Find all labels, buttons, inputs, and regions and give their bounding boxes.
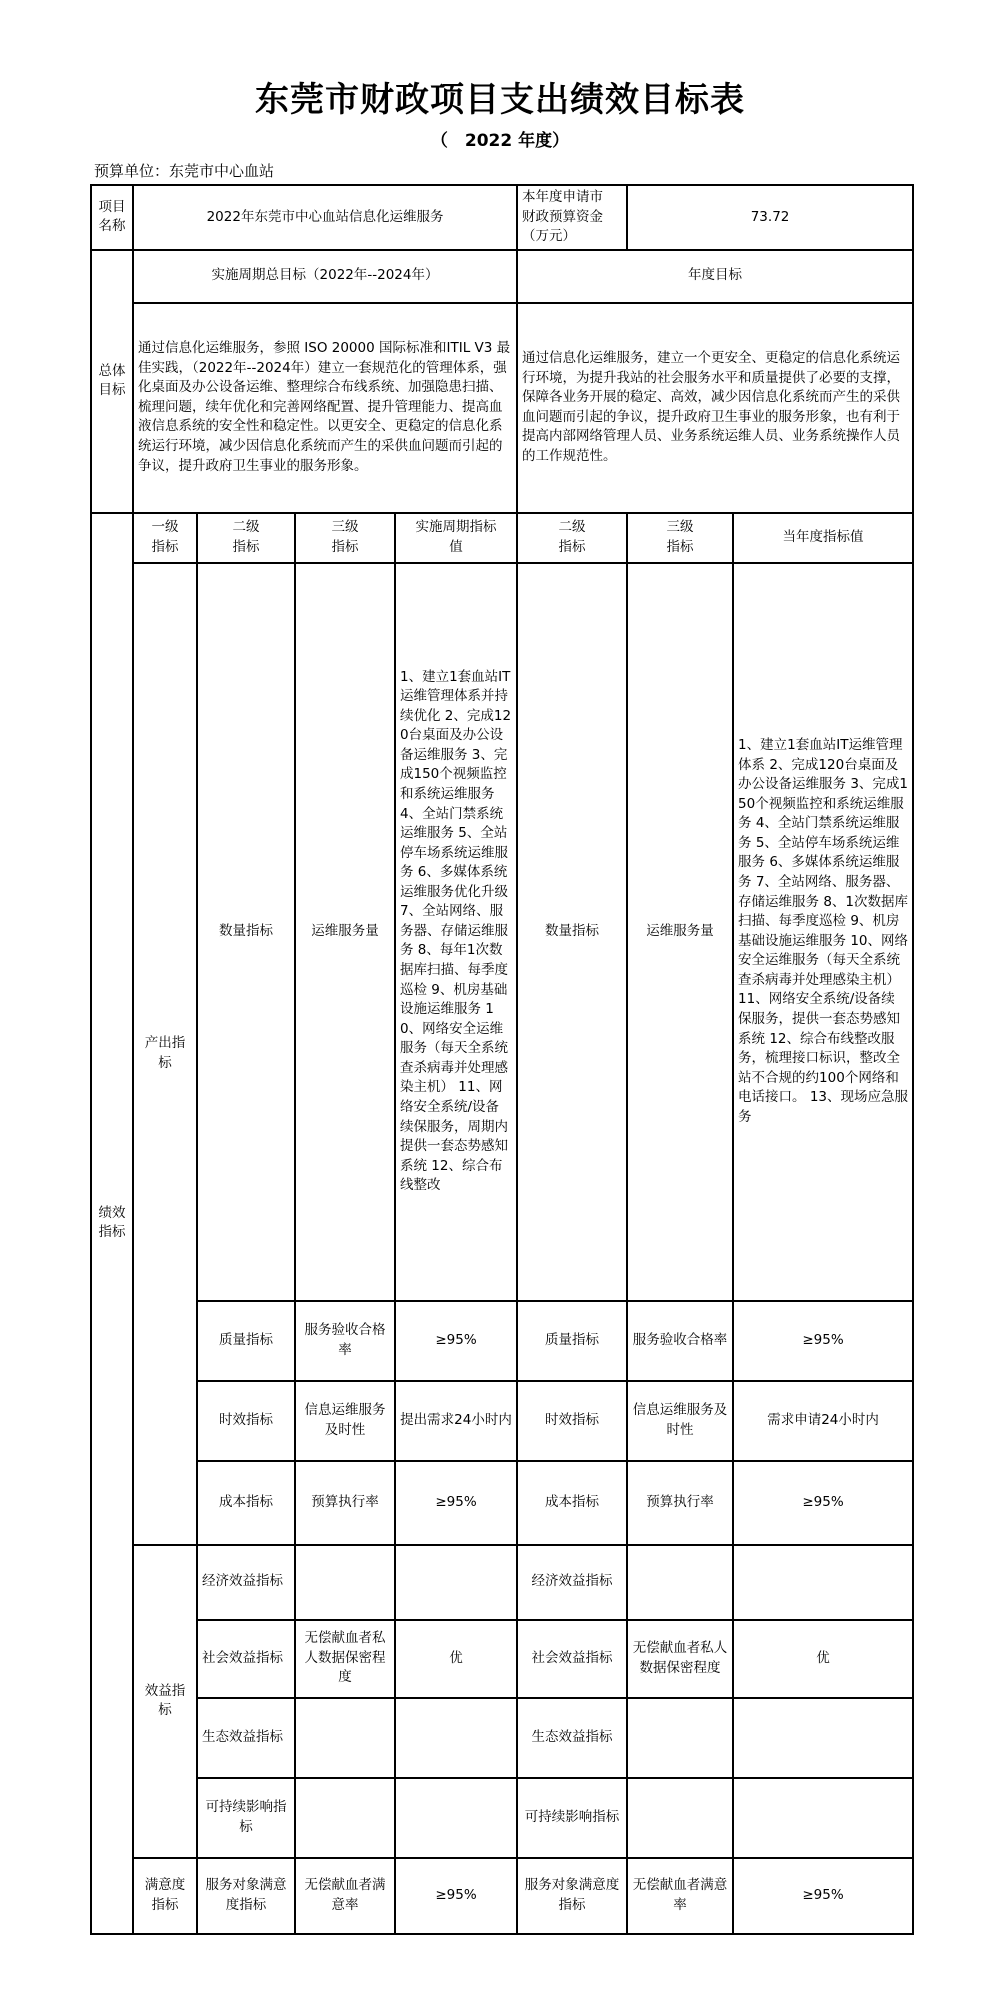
sustainable-l3 (295, 1778, 395, 1858)
table-row-ecological (91, 1698, 913, 1778)
economic-period-value (395, 1545, 517, 1620)
ecological-l2: 生态效益指标 (197, 1698, 295, 1778)
quality-year-value: ≥95% (733, 1301, 913, 1381)
benefit-indicator-label: 效益指 标 (133, 1545, 197, 1858)
timeliness-period-value: 提出需求24小时内 (395, 1381, 517, 1461)
quality-l3: 服务验收合格率 (295, 1301, 395, 1381)
satisfaction-l2: 服务对象满意度指标 (197, 1858, 295, 1934)
table-row-economic (91, 1545, 913, 1620)
table-row-sustainable (91, 1778, 913, 1858)
quality-l2b: 质量指标 (517, 1301, 627, 1381)
header-level3: 三级 指标 (295, 513, 395, 563)
satisfaction-year-value: ≥95% (733, 1858, 913, 1934)
output-indicator-label: 产出指 标 (133, 563, 197, 1545)
performance-target-table (90, 184, 914, 1935)
table-row-social (91, 1620, 913, 1698)
quantity-l2b: 数量指标 (517, 563, 627, 1301)
project-row (91, 185, 913, 250)
quantity-period-value: 1、建立1套血站IT运维管理体系并持续优化 2、完成120台桌面及办公设备运维服务 3、完成150个视频监控和系统运维服务 4、全站门禁系统运维服务 5、全站停车场系统运维服务 6、多媒体系统运维服务优化升级 7、全站网络、服务器、存储运维服务 8、每年1次数据库扫描、每季度巡检 9、机房基础设施运维服务 10、网络安全运维服务（每天全系统查杀病毒并处理感染主机） 11、网络安全系统/设备续保服务，周期内提供一套态势感知系统 12、综合布线整改 (395, 563, 517, 1301)
satisfaction-period-value: ≥95% (395, 1858, 517, 1934)
year-goal-header: 年度目标 (517, 250, 913, 303)
header-period-value: 实施周期指标 值 (395, 513, 517, 563)
economic-year-value (733, 1545, 913, 1620)
quality-l3b: 服务验收合格率 (627, 1301, 733, 1381)
quantity-l2: 数量指标 (197, 563, 295, 1301)
ecological-l3 (295, 1698, 395, 1778)
budget-unit: 预算单位：东莞市中心血站 (94, 162, 275, 180)
quantity-year-value: 1、建立1套血站IT运维管理体系 2、完成120台桌面及办公设备运维服务 3、完成150个视频监控和系统运维服务 4、全站门禁系统运维服务 5、全站停车场系统运维服务 6、多媒体系统运维服务 7、全站网络、服务器、存储运维服务 8、1次数据库扫描、每季度巡检 9、机房基础设施运维服务 10、网络安全运维服务（每天全系统查杀病毒并处理感染主机） 11、网络安全系统/设备续保服务，提供一套态势感知系统 12、综合布线整改服务，梳理接口标识，整改全站不合规的约100个网络和电话接口。 13、现场应急服务 (733, 563, 913, 1301)
ecological-l3b (627, 1698, 733, 1778)
header-level1: 一级 指标 (133, 513, 197, 563)
period-goal-header: 实施周期总目标（2022年--2024年） (133, 250, 517, 303)
cost-period-value: ≥95% (395, 1461, 517, 1545)
table-row-timeliness (91, 1381, 913, 1461)
economic-l2b: 经济效益指标 (517, 1545, 627, 1620)
sustainable-year-value (733, 1778, 913, 1858)
quantity-l3: 运维服务量 (295, 563, 395, 1301)
timeliness-l2: 时效指标 (197, 1381, 295, 1461)
header-level2b: 二级 指标 (517, 513, 627, 563)
satisfaction-l2b: 服务对象满意度指标 (517, 1858, 627, 1934)
fiscal-year: （ 2022 年度） (430, 131, 570, 151)
cost-l3: 预算执行率 (295, 1461, 395, 1545)
social-period-value: 优 (395, 1620, 517, 1698)
sustainable-l2b: 可持续影响指标 (517, 1778, 627, 1858)
performance-indicator-label: 绩效 指标 (91, 513, 133, 1934)
quality-period-value: ≥95% (395, 1301, 517, 1381)
economic-l3 (295, 1545, 395, 1620)
sustainable-period-value (395, 1778, 517, 1858)
timeliness-l3b: 信息运维服务及时性 (627, 1381, 733, 1461)
sustainable-l2: 可持续影响指标 (197, 1778, 295, 1858)
goal-header-row (91, 250, 913, 303)
project-name: 2022年东莞市中心血站信息化运维服务 (133, 185, 517, 250)
table-row-cost (91, 1461, 913, 1545)
satisfaction-l3b: 无偿献血者满意率 (627, 1858, 733, 1934)
timeliness-l3: 信息运维服务及时性 (295, 1381, 395, 1461)
social-l2b: 社会效益指标 (517, 1620, 627, 1698)
satisfaction-indicator-label: 满意度 指标 (133, 1858, 197, 1934)
table-row-satisfaction (91, 1858, 913, 1934)
quality-l2: 质量指标 (197, 1301, 295, 1381)
overall-goal-label: 总体 目标 (91, 250, 133, 513)
cost-l3b: 预算执行率 (627, 1461, 733, 1545)
cost-year-value: ≥95% (733, 1461, 913, 1545)
project-name-label: 项目 名称 (91, 185, 133, 250)
ecological-l2b: 生态效益指标 (517, 1698, 627, 1778)
economic-l2: 经济效益指标 (197, 1545, 295, 1620)
budget-value: 73.72 (627, 185, 913, 250)
social-l3: 无偿献血者私人数据保密程度 (295, 1620, 395, 1698)
cost-l2: 成本指标 (197, 1461, 295, 1545)
page-title: 东莞市财政项目支出绩效目标表 (255, 80, 745, 120)
ecological-period-value (395, 1698, 517, 1778)
year-goal-text: 通过信息化运维服务，建立一个更安全、更稳定的信息化系统运行环境，为提升我站的社会服务水平和质量提供了必要的支撑，保障各业务开展的稳定、高效，减少因信息化系统而产生的采供血问题而引起的争议，提升政府卫生事业的服务形象，也有利于提高内部网络管理人员、业务系统运维人员、业务系统操作人员的工作规范性。 (517, 303, 913, 513)
quantity-l3b: 运维服务量 (627, 563, 733, 1301)
table-row-quality (91, 1301, 913, 1381)
satisfaction-l3: 无偿献血者满意率 (295, 1858, 395, 1934)
social-year-value: 优 (733, 1620, 913, 1698)
table-row-quantity (91, 563, 913, 1301)
sustainable-l3b (627, 1778, 733, 1858)
header-level2: 二级 指标 (197, 513, 295, 563)
header-level3b: 三级 指标 (627, 513, 733, 563)
social-l3b: 无偿献血者私人数据保密程度 (627, 1620, 733, 1698)
timeliness-l2b: 时效指标 (517, 1381, 627, 1461)
cost-l2b: 成本指标 (517, 1461, 627, 1545)
goal-text-row (91, 303, 913, 513)
social-l2: 社会效益指标 (197, 1620, 295, 1698)
period-goal-text: 通过信息化运维服务，参照 ISO 20000 国际标准和ITIL V3 最佳实践，（2022年--2024年）建立一套规范化的管理体系，强化桌面及办公设备运维、整理综合布线系统、加强隐患扫描、梳理问题，续年优化和完善网络配置、提升管理能力、提高血液信息系统的安全性和稳定性。以更安全、更稳定的信息化系统运行环境，减少因信息化系统而产生的采供血问题而引起的争议，提升政府卫生事业的服务形象。 (133, 303, 517, 513)
ecological-year-value (733, 1698, 913, 1778)
economic-l3b (627, 1545, 733, 1620)
indicator-header-row (91, 513, 913, 563)
budget-label: 本年度申请市 财政预算资金 （万元） (517, 185, 627, 250)
timeliness-year-value: 需求申请24小时内 (733, 1381, 913, 1461)
header-year-value: 当年度指标值 (733, 513, 913, 563)
